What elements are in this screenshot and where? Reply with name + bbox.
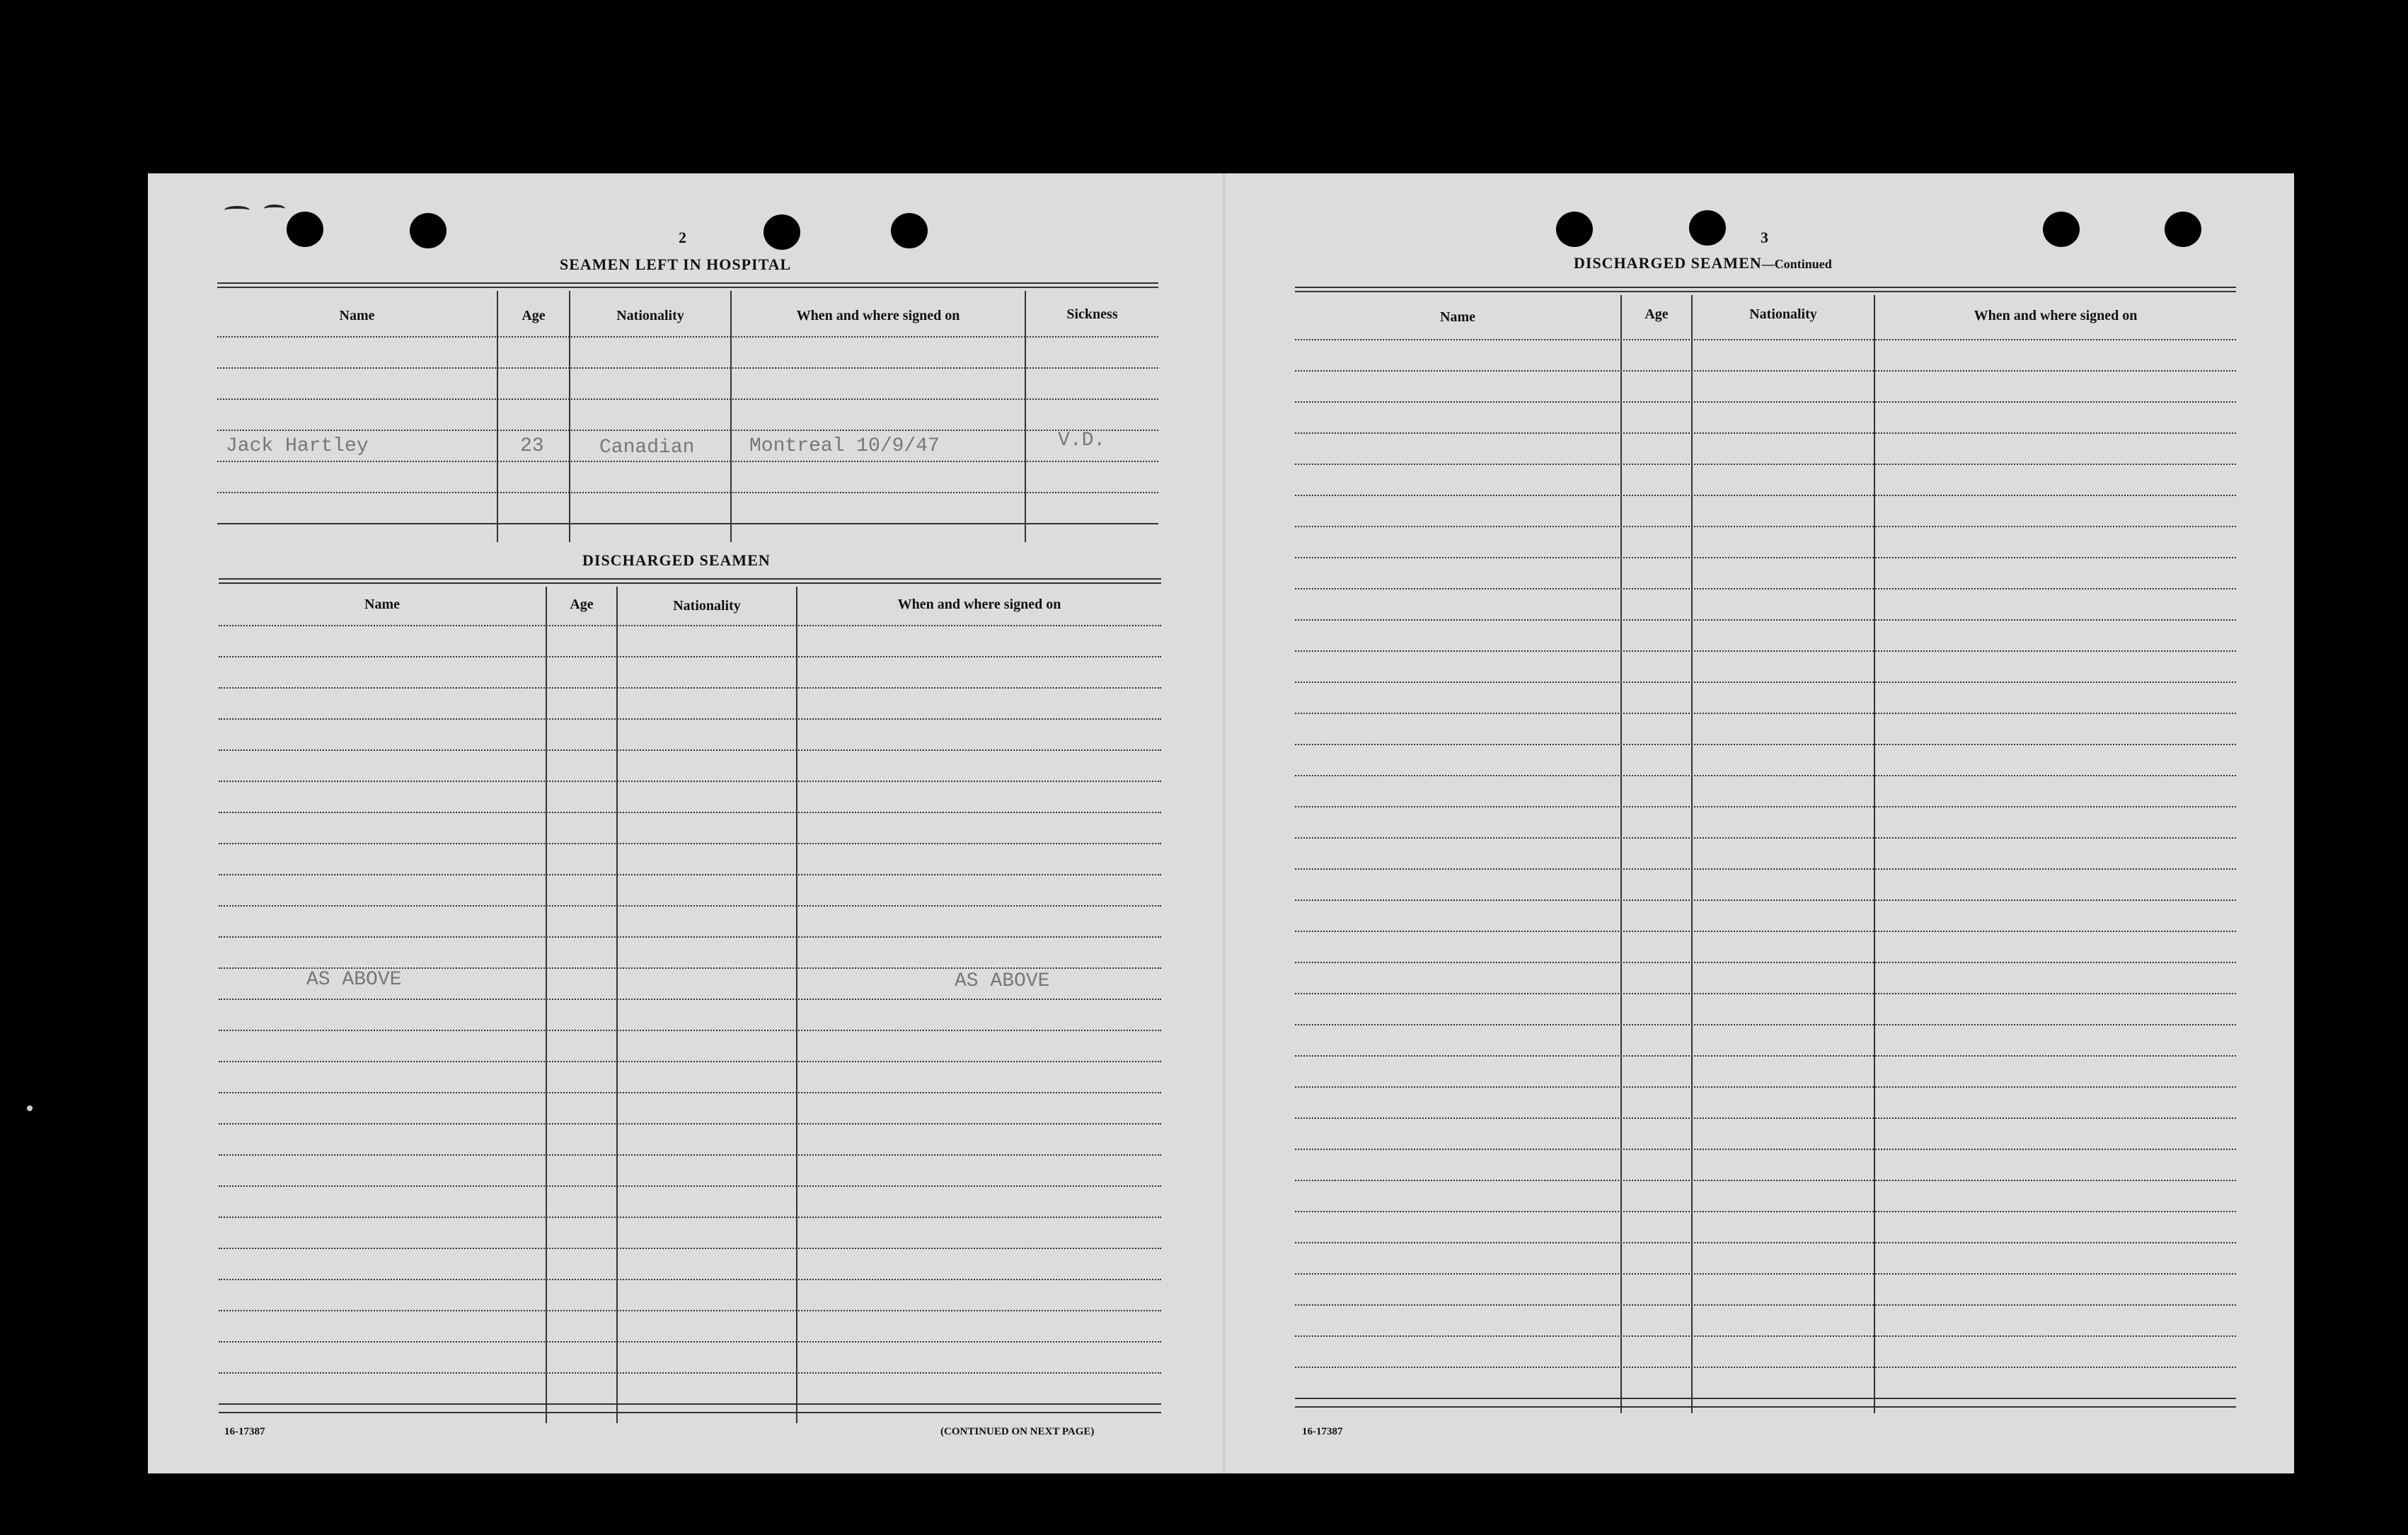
row-line bbox=[219, 625, 1161, 626]
row-line bbox=[219, 1372, 1161, 1374]
row-line bbox=[219, 812, 1161, 813]
column-divider bbox=[730, 291, 732, 542]
row-line bbox=[219, 1341, 1161, 1343]
row-line bbox=[1295, 775, 2236, 776]
column-header-age: Age bbox=[570, 597, 594, 612]
row-line bbox=[219, 1310, 1161, 1311]
row-line bbox=[217, 336, 1158, 338]
continued-note: (CONTINUED ON NEXT PAGE) bbox=[940, 1426, 1095, 1437]
discharged-name-entry: AS ABOVE bbox=[306, 969, 402, 991]
row-line bbox=[217, 398, 1158, 400]
row-line bbox=[219, 656, 1161, 657]
seaman-nationality: Canadian bbox=[599, 437, 695, 459]
row-line bbox=[217, 461, 1158, 462]
row-line bbox=[217, 430, 1158, 431]
row-line bbox=[219, 1403, 1161, 1405]
row-line bbox=[219, 999, 1161, 1000]
row-line bbox=[1295, 339, 2236, 340]
row-line bbox=[1295, 1335, 2236, 1337]
row-line bbox=[1295, 1211, 2236, 1212]
row-line bbox=[1295, 526, 2236, 527]
column-header-age: Age bbox=[1644, 306, 1669, 322]
row-line bbox=[1295, 899, 2236, 901]
column-header-signed-on: When and where signed on bbox=[796, 308, 960, 323]
row-line bbox=[219, 874, 1161, 875]
row-line bbox=[217, 367, 1158, 369]
row-line bbox=[219, 1185, 1161, 1187]
column-header-name: Name bbox=[339, 308, 375, 323]
hospital-section-title: SEAMEN LEFT IN HOSPITAL bbox=[560, 255, 792, 273]
row-line bbox=[1295, 682, 2236, 683]
row-line bbox=[1295, 837, 2236, 839]
row-line bbox=[219, 687, 1161, 689]
row-line bbox=[219, 718, 1161, 720]
row-line bbox=[217, 523, 1158, 524]
form-number: 16-17387 bbox=[224, 1426, 265, 1437]
row-line bbox=[219, 749, 1161, 751]
row-line bbox=[219, 1279, 1161, 1280]
row-line bbox=[1295, 962, 2236, 963]
discharged-continued-title bbox=[1574, 254, 1832, 272]
column-header-sickness: Sickness bbox=[1066, 306, 1118, 322]
row-line bbox=[219, 1248, 1161, 1249]
column-header-signed-on: When and where signed on bbox=[897, 597, 1061, 612]
column-header-signed-on: When and where signed on bbox=[1974, 308, 2138, 323]
row-line bbox=[1295, 744, 2236, 745]
discharged-continued-table bbox=[1295, 295, 2236, 1420]
column-header-nationality: Nationality bbox=[1749, 306, 1817, 322]
row-line bbox=[219, 781, 1161, 782]
column-header-nationality: Nationality bbox=[616, 308, 684, 323]
column-divider bbox=[1025, 291, 1026, 542]
row-line bbox=[1295, 401, 2236, 403]
section-rule bbox=[1295, 287, 2236, 292]
row-line bbox=[1295, 370, 2236, 372]
form-sheet bbox=[148, 173, 2294, 1473]
row-line bbox=[1295, 1273, 2236, 1275]
seaman-sickness: V.D. bbox=[1058, 430, 1106, 452]
row-line bbox=[1295, 650, 2236, 652]
row-line bbox=[219, 843, 1161, 844]
column-divider bbox=[1874, 295, 1875, 1413]
title-main: DISCHARGED SEAMEN bbox=[1574, 254, 1762, 272]
row-line bbox=[1295, 1242, 2236, 1243]
row-line bbox=[1295, 495, 2236, 496]
hospital-table bbox=[217, 291, 1158, 542]
seaman-name: Jack Hartley bbox=[226, 435, 369, 457]
row-line bbox=[1295, 713, 2236, 714]
row-line bbox=[219, 1061, 1161, 1062]
row-line bbox=[219, 936, 1161, 938]
row-line bbox=[1295, 1024, 2236, 1025]
row-line bbox=[1295, 1406, 2236, 1408]
left-page bbox=[148, 173, 1223, 1473]
row-line bbox=[219, 1412, 1161, 1413]
page-number: 2 bbox=[679, 229, 686, 246]
row-line bbox=[1295, 993, 2236, 994]
discharged-table bbox=[219, 587, 1161, 1423]
row-line bbox=[219, 1092, 1161, 1093]
row-line bbox=[1295, 1367, 2236, 1368]
row-line bbox=[217, 492, 1158, 493]
row-line bbox=[1295, 1055, 2236, 1057]
title-suffix: —Continued bbox=[1761, 257, 1832, 271]
row-line bbox=[219, 1217, 1161, 1218]
row-line bbox=[1295, 432, 2236, 434]
form-number: 16-17387 bbox=[1302, 1426, 1343, 1437]
column-header-name: Name bbox=[1440, 309, 1475, 325]
section-rule bbox=[219, 578, 1161, 584]
seaman-age: 23 bbox=[520, 435, 544, 457]
column-header-name: Name bbox=[364, 597, 400, 612]
column-header-nationality: Nationality bbox=[673, 598, 741, 614]
row-line bbox=[1295, 1117, 2236, 1119]
row-line bbox=[1295, 1304, 2236, 1306]
column-divider bbox=[546, 587, 547, 1423]
row-line bbox=[1295, 557, 2236, 558]
row-line bbox=[219, 1154, 1161, 1156]
discharged-signed-on-entry: AS ABOVE bbox=[955, 970, 1050, 992]
page-number: 3 bbox=[1761, 229, 1768, 246]
row-line bbox=[1295, 619, 2236, 621]
dust-speck bbox=[27, 1105, 33, 1111]
row-line bbox=[1295, 1398, 2236, 1399]
discharged-section-title: DISCHARGED SEAMEN bbox=[582, 551, 771, 569]
row-line bbox=[1295, 1149, 2236, 1150]
row-line bbox=[1295, 588, 2236, 590]
row-line bbox=[219, 1030, 1161, 1031]
seaman-signed-on: Montreal 10/9/47 bbox=[749, 435, 940, 457]
column-divider bbox=[616, 587, 618, 1423]
row-line bbox=[1295, 1086, 2236, 1088]
column-header-age: Age bbox=[522, 308, 546, 323]
column-divider bbox=[569, 291, 570, 542]
row-line bbox=[1295, 1180, 2236, 1181]
column-divider bbox=[497, 291, 498, 542]
row-line bbox=[1295, 931, 2236, 932]
row-line bbox=[219, 1123, 1161, 1125]
row-line bbox=[1295, 868, 2236, 870]
row-line bbox=[219, 905, 1161, 907]
column-divider bbox=[1620, 295, 1622, 1413]
section-rule bbox=[217, 282, 1158, 288]
right-page bbox=[1226, 173, 2294, 1473]
row-line bbox=[1295, 806, 2236, 807]
row-line bbox=[1295, 464, 2236, 465]
column-divider bbox=[1691, 295, 1693, 1413]
column-divider bbox=[796, 587, 797, 1423]
